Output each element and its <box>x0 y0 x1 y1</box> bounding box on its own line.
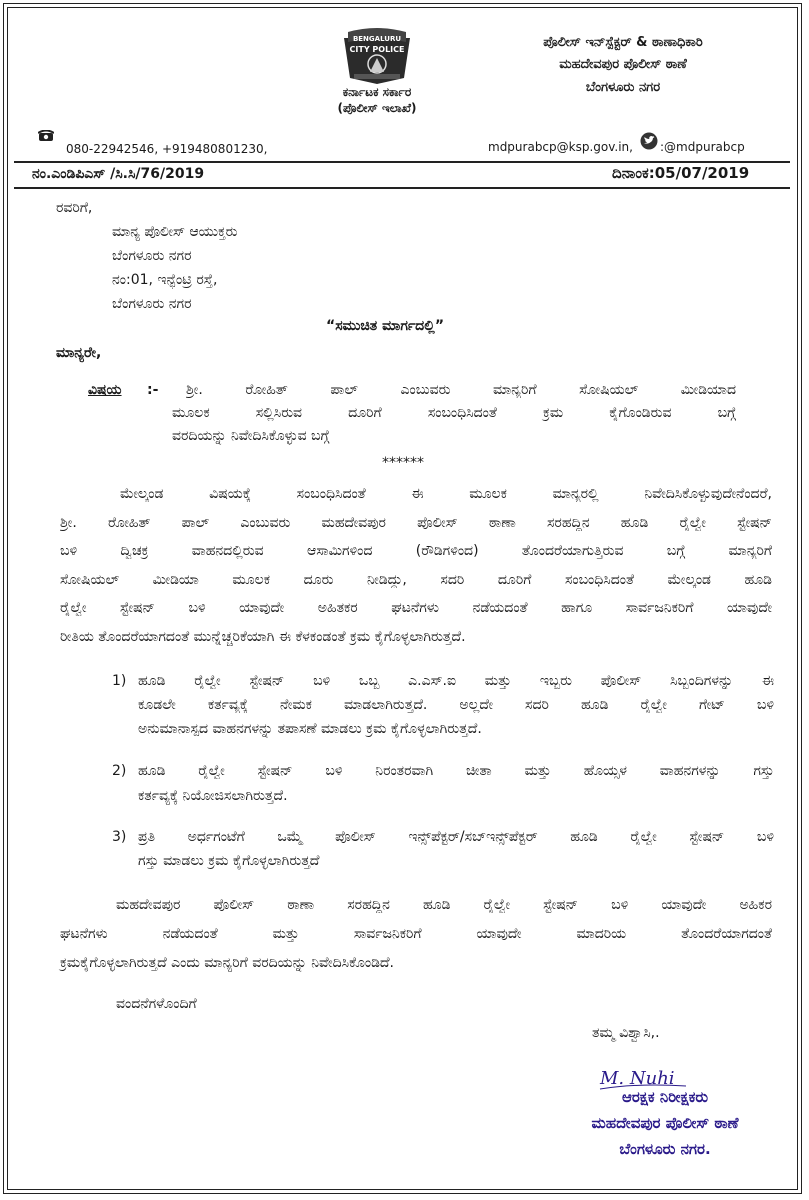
twitter-handle[interactable]: :@mdpurabcp <box>660 140 745 154</box>
item-3-number: 3) <box>112 829 127 845</box>
item-2-line-1: ಹೂಡಿ ರೈಲ್ವೇ ಸ್ಟೇಷನ್ ಬಳಿ ನಿರಂತರವಾಗಿ ಚೀತಾ ಮತ್ತು ಹೊಯ್ಸಳ ವಾಹನಗಳನ್ನು ಗಸ್ತು <box>138 763 774 779</box>
subject-label: ವಿಷಯ <box>88 382 122 398</box>
office-station: ಮಹದೇವಪುರ ಪೊಲೀಸ್ ಠಾಣೆ <box>559 57 687 72</box>
addressee-line-1: ಮಾನ್ಯ ಪೊಲೀಸ್ ಆಯುಕ್ತರು <box>112 224 238 240</box>
department-line-1: ಕರ್ನಾಟಕ ಸರ್ಕಾರ <box>342 85 412 99</box>
subject-line-3: ವರದಿಯನ್ನು ನಿವೇದಿಸಿಕೊಳ್ಳುವ ಬಗ್ಗೆ <box>172 428 330 444</box>
emblem-text-top: BENGALURU <box>352 35 402 43</box>
para2-line-2: ಘಟನೆಗಳು ನಡೆಯದಂತೆ ಮತ್ತು ಸಾರ್ವಜನಿಕರಿಗೆ ಯಾವುದೇ ಮಾದರಿಯ ತೊಂದರೆಯಾಗದಂತೆ <box>60 926 772 942</box>
para1-line-3: ಬಳಿ ದ್ವಿಚಕ್ರ ವಾಹನದಲ್ಲಿರುವ ಆಸಾಮಿಗಳಿಂದ (ರೌಡಿಗಳಿಂದ) ತೊಂದರೆಯಾಗುತ್ತಿರುವ ಬಗ್ಗೆ ಮಾನ್ಯರಿಗೆ <box>60 543 772 559</box>
para2-line-1: ಮಹದೇವಪುರ ಪೊಲೀಸ್ ಠಾಣಾ ಸರಹದ್ದಿನ ಹೂಡಿ ರೈಲ್ವೇ ಸ್ಟೇಷನ್ ಬಳಿ ಯಾವುದೇ ಅಹಿಕರ <box>116 897 772 913</box>
item-2-number: 2) <box>112 763 127 779</box>
para2-line-3: ಕ್ರಮಕೈಗೊಳ್ಳಲಾಗಿರುತ್ತದೆ ಎಂದು ಮಾನ್ಯರಿಗೆ ವರದಿಯನ್ನು ನಿವೇದಿಸಿಕೊಂಡಿದೆ. <box>60 955 394 971</box>
para1-line-6: ರೀತಿಯ ತೊಂದರೆಯಾಗದಂತೆ ಮುನ್ನೆಚ್ಚರಿಕೆಯಾಗಿ ಈ ಕೆಳಕಂಡಂತೆ ಕ್ರಮ ಕೈಗೊಳ್ಳಲಾಗಿರುತ್ತದೆ. <box>60 629 466 645</box>
subject-stars: ****** <box>382 455 424 471</box>
telephone-icon <box>38 130 54 142</box>
item-2-line-2: ಕರ್ತವ್ಯಕ್ಕೆ ನಿಯೋಜಿಸಲಾಗಿರುತ್ತದೆ. <box>138 788 288 804</box>
item-3-line-1: ಪ್ರತಿ ಅರ್ಧಗಂಟೆಗೆ ಒಮ್ಮೆ ಪೊಲೀಸ್ ಇನ್ಸ್‌ಪೆಕ್ಟರ್/ಸಬ್‌ಇನ್ಸ್‌ಪೆಕ್ಟರ್ ಹೂಡಿ ರೈಲ್ವೇ ಸ್ಟೇಷನ್ ಬಳಿ <box>138 829 774 845</box>
para1-line-2: ಶ್ರೀ. ರೋಹಿತ್ ಪಾಲ್ ಎಂಬುವರು ಮಹದೇವಪುರ ಪೊಲೀಸ್ ಠಾಣಾ ಸರಹದ್ದಿನ ಹೂಡಿ ರೈಲ್ವೇ ಸ್ಟೇಷನ್ <box>60 515 772 531</box>
addressee-line-3: ನಂ:01, ಇನ್ಫೆಂಟ್ರಿ ರಸ್ತೆ, <box>112 272 218 288</box>
addressee-to: ರವರಿಗೆ, <box>56 200 93 216</box>
signatory-station: ಮಹದೇವಪುರ ಪೊಲೀಸ್ ಠಾಣೆ <box>591 1114 739 1132</box>
office-title: ಪೊಲೀಸ್ ಇನ್‌ಸ್ಪೆಕ್ಟರ್ & ಠಾಣಾಧಿಕಾರಿ <box>543 35 703 50</box>
addressee-line-4: ಬೆಂಗಳೂರು ನಗರ <box>112 296 192 312</box>
subject-line-1: ಶ್ರೀ. ರೋಹಿತ್ ಪಾಲ್ ಎಂಬುವರು ಮಾನ್ಯರಿಗೆ ಸೋಷಿಯಲ್ ಮೀಡಿಯಾದ <box>186 382 736 398</box>
twitter-icon <box>640 132 658 150</box>
header-rule-top <box>14 161 790 163</box>
reference-number: ನಂ.ಎಂಡಿಪಿಎಸ್ /ಸಿ.ಸಿ/76/2019 <box>32 166 205 182</box>
item-1-line-3: ಅನುಮಾನಾಸ್ಪದ ವಾಹನಗಳನ್ನು ತಪಾಸಣೆ ಮಾಡಲು ಕ್ರಮ ಕೈಗೊಳ್ಳಲಾಗಿರುತ್ತದೆ. <box>138 721 482 737</box>
email-address[interactable]: mdpurabcp@ksp.gov.in, <box>488 140 633 154</box>
item-3-line-2: ಗಸ್ತು ಮಾಡಲು ಕ್ರಮ ಕೈಗೊಳ್ಳಲಾಗಿರುತ್ತದೆ <box>138 853 320 869</box>
emblem-text-bottom: CITY POLICE <box>349 45 405 54</box>
phone-numbers: 080-22942546, +919480801230, <box>66 142 268 156</box>
subject-line-2: ಮೂಲಕ ಸಲ್ಲಿಸಿರುವ ದೂರಿಗೆ ಸಂಬಂಧಿಸಿದಂತೆ ಕ್ರಮ ಕೈಗೊಂಡಿರುವ ಬಗ್ಗೆ <box>172 405 736 421</box>
addressee-line-2: ಬೆಂಗಳೂರು ನಗರ <box>112 248 192 264</box>
signatory-designation: ಆರಕ್ಷಕ ನಿರೀಕ್ಷಕರು <box>621 1088 709 1106</box>
item-1-line-1: ಹೂಡಿ ರೈಲ್ವೇ ಸ್ಟೇಷನ್ ಬಳಿ ಒಬ್ಬ ಎ.ಎಸ್.ಐ ಮತ್ತು ಇಬ್ಬರು ಪೊಲೀಸ್ ಸಿಬ್ಬಂದಿಗಳನ್ನು ಈ <box>138 673 774 689</box>
document-inner-border <box>7 7 798 1190</box>
yours-faithfully: ತಮ್ಮ ವಿಶ್ವಾಸಿ,. <box>592 1025 660 1041</box>
department-line-2: (ಪೊಲೀಸ್ ಇಲಾಖೆ) <box>337 101 417 115</box>
police-emblem-icon <box>334 28 420 86</box>
signatory-city: ಬೆಂಗಳೂರು ನಗರ. <box>619 1140 711 1158</box>
closing: ವಂದನೆಗಳೊಂದಿಗೆ <box>116 996 197 1012</box>
item-1-line-2: ಕೂಡಲೇ ಕರ್ತವ್ಯಕ್ಕೆ ನೇಮಕ ಮಾಡಲಾಗಿರುತ್ತದೆ. ಅಲ್ಲದೇ ಸದರಿ ಹೂಡಿ ರೈಲ್ವೇ ಗೇಟ್ ಬಳಿ <box>138 697 774 713</box>
para1-line-5: ರೈಲ್ವೇ ಸ್ಟೇಷನ್ ಬಳಿ ಯಾವುದೇ ಅಹಿತಕರ ಘಟನೆಗಳು ನಡೆಯದಂತೆ ಹಾಗೂ ಸಾರ್ವಜನಿಕರಿಗೆ ಯಾವುದೇ <box>60 600 772 616</box>
header-rule-bottom <box>14 187 790 189</box>
salutation: ಮಾನ್ಯರೇ, <box>56 345 102 361</box>
para1-line-1: ಮೇಲ್ಕಂಡ ವಿಷಯಕ್ಕೆ ಸಂಬಂಧಿಸಿದಂತೆ ಈ ಮೂಲಕ ಮಾನ್ಯರಲ್ಲಿ ನಿವೇದಿಸಿಕೊಳ್ಳುವುದೇನೆಂದರೆ, <box>120 486 772 502</box>
item-1-number: 1) <box>112 673 127 689</box>
letter-date: ದಿನಾಂಕ:05/07/2019 <box>612 164 750 182</box>
signature-scribble-text: M. Nuhi <box>600 1068 675 1089</box>
office-city: ಬೆಂಗಳೂರು ನಗರ <box>585 80 661 95</box>
subject-separator: :- <box>147 382 159 398</box>
through-channel: “ಸಮುಚಿತ ಮಾರ್ಗದಲ್ಲಿ” <box>326 318 445 334</box>
para1-line-4: ಸೋಷಿಯಲ್ ಮೀಡಿಯಾ ಮೂಲಕ ದೂರು ನೀಡಿದ್ದು, ಸದರಿ ದೂರಿಗೆ ಸಂಬಂಧಿಸಿದಂತೆ ಮೇಲ್ಕಂಡ ಹೂಡಿ <box>60 572 772 588</box>
